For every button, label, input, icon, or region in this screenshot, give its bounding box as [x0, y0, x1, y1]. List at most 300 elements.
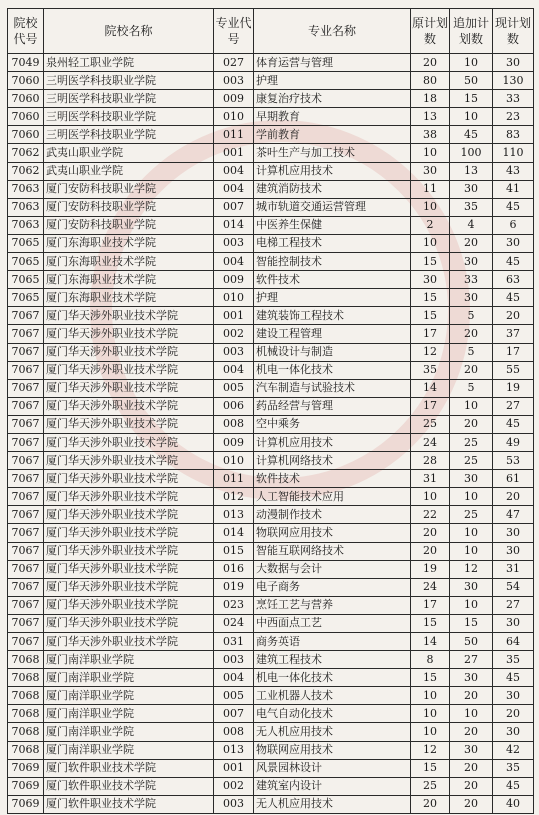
table-row [8, 289, 534, 307]
enrollment-plan-table [7, 8, 534, 814]
added-plan-cell: 27 [450, 651, 493, 669]
major-name-cell: 人工智能技术应用 [254, 488, 411, 506]
added-plan-cell: 45 [450, 126, 493, 144]
major-code-cell: 023 [214, 596, 254, 614]
table-header [8, 9, 534, 54]
table-row [8, 271, 534, 289]
major-name-cell: 城市轨道交通运营管理 [254, 198, 411, 216]
current-plan-cell: 45 [493, 415, 534, 433]
major-name-cell: 软件技术 [254, 470, 411, 488]
major-code-cell: 003 [214, 343, 254, 361]
major-code-cell: 001 [214, 759, 254, 777]
current-plan-cell: 45 [493, 253, 534, 271]
school-code-cell: 7065 [8, 253, 44, 271]
added-plan-cell: 20 [450, 325, 493, 343]
major-name-cell: 机械设计与制造 [254, 343, 411, 361]
school-code-cell: 7063 [8, 180, 44, 198]
plan-table-sheet [7, 8, 533, 814]
school-name-cell: 厦门华天涉外职业技术学院 [44, 452, 214, 470]
school-code-cell: 7067 [8, 488, 44, 506]
school-code-cell: 7063 [8, 216, 44, 234]
school-code-cell: 7068 [8, 741, 44, 759]
major-code-cell: 005 [214, 687, 254, 705]
added-plan-cell: 30 [450, 180, 493, 198]
orig-plan-cell: 10 [411, 705, 450, 723]
table-row [8, 759, 534, 777]
added-plan-cell: 25 [450, 506, 493, 524]
orig-plan-cell: 10 [411, 144, 450, 162]
added-plan-cell: 30 [450, 470, 493, 488]
major-name-cell: 智能互联网络技术 [254, 542, 411, 560]
school-code-cell: 7068 [8, 705, 44, 723]
school-name-cell: 厦门华天涉外职业技术学院 [44, 542, 214, 560]
orig-plan-cell: 20 [411, 54, 450, 72]
orig-plan-cell: 15 [411, 253, 450, 271]
table-row [8, 560, 534, 578]
school-code-cell: 7068 [8, 687, 44, 705]
current-plan-cell: 30 [493, 723, 534, 741]
current-plan-cell: 61 [493, 470, 534, 488]
major-code-cell: 004 [214, 361, 254, 379]
major-code-cell: 010 [214, 452, 254, 470]
major-name-cell: 机电一体化技术 [254, 669, 411, 687]
orig-plan-cell: 10 [411, 234, 450, 252]
school-code-cell: 7065 [8, 271, 44, 289]
orig-plan-cell: 2 [411, 216, 450, 234]
added-plan-cell: 25 [450, 452, 493, 470]
school-name-cell: 厦门华天涉外职业技术学院 [44, 470, 214, 488]
major-code-cell: 002 [214, 777, 254, 795]
current-plan-cell: 45 [493, 777, 534, 795]
added-plan-cell: 33 [450, 271, 493, 289]
school-code-cell: 7069 [8, 777, 44, 795]
table-row [8, 633, 534, 651]
major-name-cell: 护理 [254, 72, 411, 90]
current-plan-cell: 17 [493, 343, 534, 361]
orig-plan-cell: 35 [411, 361, 450, 379]
major-name-cell: 无人机应用技术 [254, 723, 411, 741]
added-plan-cell: 30 [450, 289, 493, 307]
table-row [8, 162, 534, 180]
major-name-cell: 动漫制作技术 [254, 506, 411, 524]
school-code-cell: 7060 [8, 90, 44, 108]
major-code-cell: 012 [214, 488, 254, 506]
school-name-cell: 厦门南洋职业学院 [44, 741, 214, 759]
current-plan-cell: 63 [493, 271, 534, 289]
added-plan-cell: 5 [450, 307, 493, 325]
school-code-cell: 7067 [8, 596, 44, 614]
table-row [8, 415, 534, 433]
current-plan-cell: 23 [493, 108, 534, 126]
orig-plan-cell: 20 [411, 795, 450, 813]
major-code-cell: 008 [214, 415, 254, 433]
orig-plan-cell: 25 [411, 415, 450, 433]
major-code-cell: 011 [214, 126, 254, 144]
orig-plan-cell: 31 [411, 470, 450, 488]
major-name-cell: 物联网应用技术 [254, 741, 411, 759]
orig-plan-cell: 24 [411, 433, 450, 451]
major-name-cell: 智能控制技术 [254, 253, 411, 271]
school-name-cell: 厦门华天涉外职业技术学院 [44, 506, 214, 524]
major-code-cell: 001 [214, 144, 254, 162]
current-plan-cell: 49 [493, 433, 534, 451]
current-plan-cell: 45 [493, 289, 534, 307]
major-name-cell: 计算机应用技术 [254, 433, 411, 451]
added-plan-cell: 10 [450, 524, 493, 542]
current-plan-cell: 64 [493, 633, 534, 651]
added-plan-cell: 20 [450, 777, 493, 795]
current-plan-cell: 41 [493, 180, 534, 198]
current-plan-cell: 20 [493, 307, 534, 325]
major-name-cell: 机电一体化技术 [254, 361, 411, 379]
school-name-cell: 厦门南洋职业学院 [44, 651, 214, 669]
added-plan-cell: 20 [450, 759, 493, 777]
major-code-cell: 009 [214, 90, 254, 108]
school-name-cell: 厦门华天涉外职业技术学院 [44, 343, 214, 361]
major-code-cell: 003 [214, 234, 254, 252]
major-code-cell: 014 [214, 524, 254, 542]
major-code-cell: 004 [214, 180, 254, 198]
major-name-cell: 汽车制造与试验技术 [254, 379, 411, 397]
current-plan-cell: 54 [493, 578, 534, 596]
orig-plan-cell: 38 [411, 126, 450, 144]
current-plan-cell: 37 [493, 325, 534, 343]
table-row [8, 361, 534, 379]
major-code-cell: 027 [214, 54, 254, 72]
header-major-name: 专业名称 [254, 9, 411, 54]
school-code-cell: 7067 [8, 560, 44, 578]
orig-plan-cell: 30 [411, 271, 450, 289]
school-name-cell: 三明医学科技职业学院 [44, 72, 214, 90]
major-code-cell: 004 [214, 669, 254, 687]
added-plan-cell: 13 [450, 162, 493, 180]
school-name-cell: 厦门南洋职业学院 [44, 669, 214, 687]
school-name-cell: 厦门东海职业技术学院 [44, 253, 214, 271]
major-code-cell: 003 [214, 795, 254, 813]
table-row [8, 126, 534, 144]
added-plan-cell: 20 [450, 687, 493, 705]
added-plan-cell: 20 [450, 361, 493, 379]
school-code-cell: 7067 [8, 415, 44, 433]
school-name-cell: 武夷山职业学院 [44, 162, 214, 180]
header-school-name: 院校名称 [44, 9, 214, 54]
major-code-cell: 011 [214, 470, 254, 488]
school-name-cell: 厦门华天涉外职业技术学院 [44, 633, 214, 651]
table-row [8, 144, 534, 162]
major-code-cell: 024 [214, 614, 254, 632]
school-name-cell: 厦门软件职业技术学院 [44, 759, 214, 777]
major-code-cell: 007 [214, 198, 254, 216]
header-added-plan: 追加计划数 [450, 9, 493, 54]
school-code-cell: 7068 [8, 669, 44, 687]
school-name-cell: 厦门华天涉外职业技术学院 [44, 433, 214, 451]
major-name-cell: 建筑工程技术 [254, 651, 411, 669]
orig-plan-cell: 10 [411, 687, 450, 705]
table-row [8, 777, 534, 795]
added-plan-cell: 20 [450, 795, 493, 813]
school-code-cell: 7067 [8, 578, 44, 596]
orig-plan-cell: 20 [411, 542, 450, 560]
orig-plan-cell: 24 [411, 578, 450, 596]
major-name-cell: 计算机应用技术 [254, 162, 411, 180]
header-major-code: 专业代号 [214, 9, 254, 54]
school-name-cell: 厦门南洋职业学院 [44, 687, 214, 705]
added-plan-cell: 30 [450, 578, 493, 596]
table-row [8, 90, 534, 108]
school-code-cell: 7067 [8, 542, 44, 560]
major-name-cell: 烹饪工艺与营养 [254, 596, 411, 614]
school-code-cell: 7067 [8, 524, 44, 542]
major-code-cell: 010 [214, 289, 254, 307]
current-plan-cell: 31 [493, 560, 534, 578]
current-plan-cell: 53 [493, 452, 534, 470]
table-row [8, 72, 534, 90]
major-name-cell: 电子商务 [254, 578, 411, 596]
current-plan-cell: 30 [493, 614, 534, 632]
school-code-cell: 7067 [8, 614, 44, 632]
added-plan-cell: 10 [450, 542, 493, 560]
table-row [8, 234, 534, 252]
header-orig-plan: 原计划数 [411, 9, 450, 54]
school-name-cell: 厦门南洋职业学院 [44, 723, 214, 741]
table-row [8, 307, 534, 325]
current-plan-cell: 43 [493, 162, 534, 180]
current-plan-cell: 30 [493, 524, 534, 542]
current-plan-cell: 30 [493, 234, 534, 252]
major-code-cell: 002 [214, 325, 254, 343]
school-code-cell: 7063 [8, 198, 44, 216]
added-plan-cell: 15 [450, 90, 493, 108]
school-code-cell: 7067 [8, 361, 44, 379]
orig-plan-cell: 15 [411, 759, 450, 777]
table-row [8, 180, 534, 198]
orig-plan-cell: 17 [411, 325, 450, 343]
orig-plan-cell: 28 [411, 452, 450, 470]
added-plan-cell: 12 [450, 560, 493, 578]
added-plan-cell: 5 [450, 343, 493, 361]
table-row [8, 506, 534, 524]
major-name-cell: 电梯工程技术 [254, 234, 411, 252]
added-plan-cell: 5 [450, 379, 493, 397]
major-name-cell: 物联网应用技术 [254, 524, 411, 542]
major-name-cell: 药品经营与管理 [254, 397, 411, 415]
added-plan-cell: 4 [450, 216, 493, 234]
school-name-cell: 武夷山职业学院 [44, 144, 214, 162]
orig-plan-cell: 12 [411, 343, 450, 361]
table-row [8, 216, 534, 234]
added-plan-cell: 10 [450, 54, 493, 72]
major-name-cell: 建筑室内设计 [254, 777, 411, 795]
major-code-cell: 009 [214, 271, 254, 289]
added-plan-cell: 20 [450, 234, 493, 252]
header-school-code: 院校代号 [8, 9, 44, 54]
school-code-cell: 7067 [8, 397, 44, 415]
major-name-cell: 风景园林设计 [254, 759, 411, 777]
school-code-cell: 7069 [8, 795, 44, 813]
major-code-cell: 031 [214, 633, 254, 651]
school-code-cell: 7065 [8, 234, 44, 252]
table-row [8, 524, 534, 542]
current-plan-cell: 19 [493, 379, 534, 397]
orig-plan-cell: 14 [411, 379, 450, 397]
school-name-cell: 厦门安防科技职业学院 [44, 216, 214, 234]
orig-plan-cell: 25 [411, 777, 450, 795]
school-name-cell: 厦门东海职业技术学院 [44, 289, 214, 307]
major-code-cell: 001 [214, 307, 254, 325]
orig-plan-cell: 30 [411, 162, 450, 180]
major-name-cell: 建筑装饰工程技术 [254, 307, 411, 325]
table-row [8, 452, 534, 470]
table-row [8, 54, 534, 72]
major-code-cell: 010 [214, 108, 254, 126]
major-code-cell: 016 [214, 560, 254, 578]
orig-plan-cell: 13 [411, 108, 450, 126]
current-plan-cell: 130 [493, 72, 534, 90]
school-name-cell: 厦门软件职业技术学院 [44, 777, 214, 795]
school-name-cell: 厦门东海职业技术学院 [44, 271, 214, 289]
current-plan-cell: 47 [493, 506, 534, 524]
major-name-cell: 建筑消防技术 [254, 180, 411, 198]
school-code-cell: 7067 [8, 506, 44, 524]
table-row [8, 578, 534, 596]
added-plan-cell: 30 [450, 253, 493, 271]
current-plan-cell: 42 [493, 741, 534, 759]
orig-plan-cell: 12 [411, 741, 450, 759]
major-name-cell: 康复治疗技术 [254, 90, 411, 108]
current-plan-cell: 30 [493, 687, 534, 705]
current-plan-cell: 20 [493, 488, 534, 506]
school-code-cell: 7067 [8, 379, 44, 397]
table-row [8, 488, 534, 506]
school-name-cell: 厦门华天涉外职业技术学院 [44, 415, 214, 433]
added-plan-cell: 20 [450, 415, 493, 433]
current-plan-cell: 30 [493, 54, 534, 72]
major-name-cell: 大数据与会计 [254, 560, 411, 578]
school-name-cell: 厦门南洋职业学院 [44, 705, 214, 723]
added-plan-cell: 35 [450, 198, 493, 216]
current-plan-cell: 45 [493, 669, 534, 687]
major-code-cell: 006 [214, 397, 254, 415]
school-name-cell: 三明医学科技职业学院 [44, 90, 214, 108]
school-name-cell: 厦门华天涉外职业技术学院 [44, 596, 214, 614]
orig-plan-cell: 20 [411, 524, 450, 542]
school-code-cell: 7067 [8, 470, 44, 488]
orig-plan-cell: 10 [411, 723, 450, 741]
major-name-cell: 计算机网络技术 [254, 452, 411, 470]
major-code-cell: 003 [214, 651, 254, 669]
major-code-cell: 015 [214, 542, 254, 560]
major-code-cell: 009 [214, 433, 254, 451]
school-name-cell: 厦门华天涉外职业技术学院 [44, 361, 214, 379]
table-row [8, 596, 534, 614]
table-row [8, 253, 534, 271]
table-row [8, 705, 534, 723]
added-plan-cell: 10 [450, 596, 493, 614]
added-plan-cell: 10 [450, 397, 493, 415]
major-name-cell: 空中乘务 [254, 415, 411, 433]
major-code-cell: 007 [214, 705, 254, 723]
current-plan-cell: 83 [493, 126, 534, 144]
school-code-cell: 7067 [8, 633, 44, 651]
table-row [8, 542, 534, 560]
added-plan-cell: 15 [450, 614, 493, 632]
school-name-cell: 厦门软件职业技术学院 [44, 795, 214, 813]
orig-plan-cell: 18 [411, 90, 450, 108]
school-name-cell: 泉州轻工职业学院 [44, 54, 214, 72]
table-row [8, 198, 534, 216]
school-name-cell: 厦门华天涉外职业技术学院 [44, 488, 214, 506]
major-name-cell: 体育运营与管理 [254, 54, 411, 72]
table-row [8, 397, 534, 415]
added-plan-cell: 10 [450, 488, 493, 506]
orig-plan-cell: 80 [411, 72, 450, 90]
major-code-cell: 005 [214, 379, 254, 397]
orig-plan-cell: 15 [411, 669, 450, 687]
current-plan-cell: 40 [493, 795, 534, 813]
major-name-cell: 护理 [254, 289, 411, 307]
school-name-cell: 厦门安防科技职业学院 [44, 198, 214, 216]
current-plan-cell: 30 [493, 542, 534, 560]
current-plan-cell: 6 [493, 216, 534, 234]
orig-plan-cell: 14 [411, 633, 450, 651]
major-code-cell: 004 [214, 162, 254, 180]
school-code-cell: 7062 [8, 144, 44, 162]
major-code-cell: 004 [214, 253, 254, 271]
added-plan-cell: 30 [450, 669, 493, 687]
current-plan-cell: 27 [493, 596, 534, 614]
school-name-cell: 三明医学科技职业学院 [44, 108, 214, 126]
current-plan-cell: 35 [493, 651, 534, 669]
current-plan-cell: 20 [493, 705, 534, 723]
added-plan-cell: 25 [450, 433, 493, 451]
table-row [8, 651, 534, 669]
added-plan-cell: 30 [450, 741, 493, 759]
major-name-cell: 无人机应用技术 [254, 795, 411, 813]
major-name-cell: 中西面点工艺 [254, 614, 411, 632]
school-code-cell: 7049 [8, 54, 44, 72]
school-name-cell: 三明医学科技职业学院 [44, 126, 214, 144]
school-code-cell: 7060 [8, 72, 44, 90]
current-plan-cell: 35 [493, 759, 534, 777]
school-name-cell: 厦门华天涉外职业技术学院 [44, 379, 214, 397]
major-code-cell: 019 [214, 578, 254, 596]
orig-plan-cell: 17 [411, 596, 450, 614]
orig-plan-cell: 8 [411, 651, 450, 669]
major-code-cell: 003 [214, 72, 254, 90]
major-code-cell: 013 [214, 741, 254, 759]
added-plan-cell: 100 [450, 144, 493, 162]
current-plan-cell: 27 [493, 397, 534, 415]
major-name-cell: 中医养生保健 [254, 216, 411, 234]
current-plan-cell: 33 [493, 90, 534, 108]
table-row [8, 343, 534, 361]
added-plan-cell: 10 [450, 108, 493, 126]
table-row [8, 379, 534, 397]
school-code-cell: 7065 [8, 289, 44, 307]
school-name-cell: 厦门华天涉外职业技术学院 [44, 397, 214, 415]
table-row [8, 795, 534, 813]
orig-plan-cell: 15 [411, 289, 450, 307]
school-code-cell: 7068 [8, 651, 44, 669]
school-name-cell: 厦门华天涉外职业技术学院 [44, 614, 214, 632]
school-code-cell: 7069 [8, 759, 44, 777]
current-plan-cell: 45 [493, 198, 534, 216]
major-code-cell: 008 [214, 723, 254, 741]
school-code-cell: 7068 [8, 723, 44, 741]
school-code-cell: 7067 [8, 452, 44, 470]
major-name-cell: 建设工程管理 [254, 325, 411, 343]
table-row [8, 470, 534, 488]
